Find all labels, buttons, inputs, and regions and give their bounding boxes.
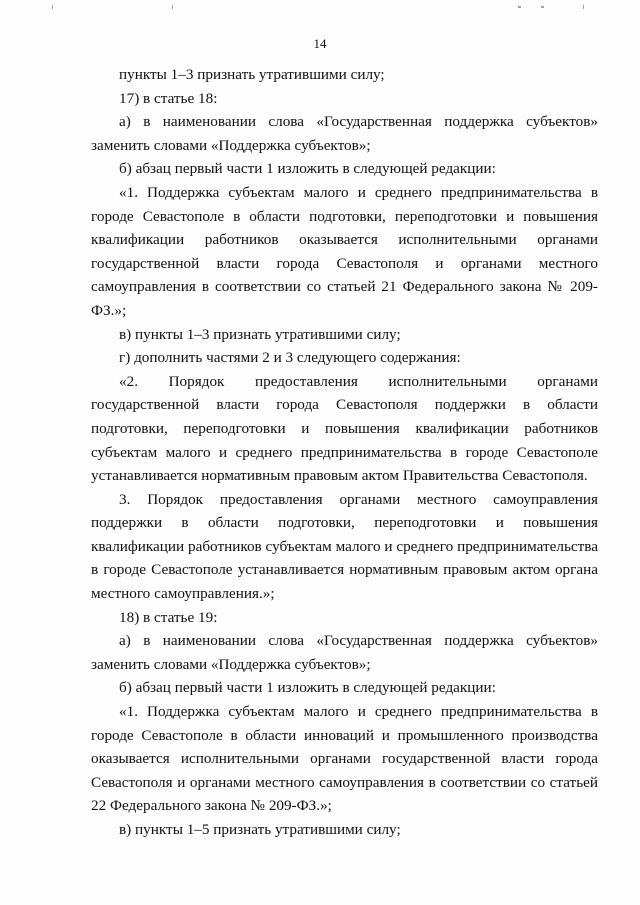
paragraph: в) пункты 1–5 признать утратившими силу; [119,821,401,838]
document-body [91,63,598,842]
paragraph: пункты 1–3 признать утратившими силу; [119,66,385,83]
paragraph: «2. Порядок предоставления исполнительными органами государственной власти города Севастополя поддержки в области подготовки, переподготовки и повышения квалификации работников субъектам малого и среднего предпринимательства в городе Севастополе устанавливается нормативным правовым актом Правительства Севастополя. [91,372,598,485]
scan-artifact [541,6,544,8]
scan-artifact [172,5,173,9]
scan-artifact [52,5,53,9]
paragraph: а) в наименовании слова «Государственная поддержка субъектов» заменить словами «Поддержка субъектов»; [91,113,598,154]
paragraph: а) в наименовании слова «Государственная поддержка субъектов» заменить словами «Поддержка субъектов»; [91,632,598,673]
paragraph: б) абзац первый части 1 изложить в следующей редакции: [119,679,496,697]
scan-artifact [583,5,584,9]
paragraph: «1. Поддержка субъектам малого и среднего предпринимательства в городе Севастополе в области инноваций и промышленного производства оказывается исполнительными органами государственной власти города Севастополя и органами местного самоуправления в соответствии со статьей 22 Федерального закона № 209-ФЗ.»; [91,703,598,815]
page-number: 14 [313,36,327,51]
paragraph: г) дополнить частями 2 и 3 следующего содержания: [119,349,461,367]
paragraph: б) абзац первый части 1 изложить в следующей редакции: [119,160,496,178]
scan-artifact [518,6,521,8]
paragraph: «1. Поддержка субъектам малого и среднего предпринимательства в городе Севастополе в области подготовки, переподготовки и повышения квалификации работников оказывается исполнительными органами государственной власти города Севастополя и органами местного самоуправления в соответствии со статьей 21 Федерального закона № 209-ФЗ.»; [91,183,598,319]
paragraph: 17) в статье 18: [119,89,218,107]
paragraph: 18) в статье 19: [119,608,218,626]
paragraph: в) пункты 1–3 признать утратившими силу; [119,325,401,343]
paragraph: 3. Порядок предоставления органами местного самоуправления поддержки в области подготовки, переподготовки и повышения квалификации работников субъектам малого и среднего предпринимательства в городе Севастополе устанавливается нормативным правовым актом органа местного самоуправления.»; [91,490,598,603]
